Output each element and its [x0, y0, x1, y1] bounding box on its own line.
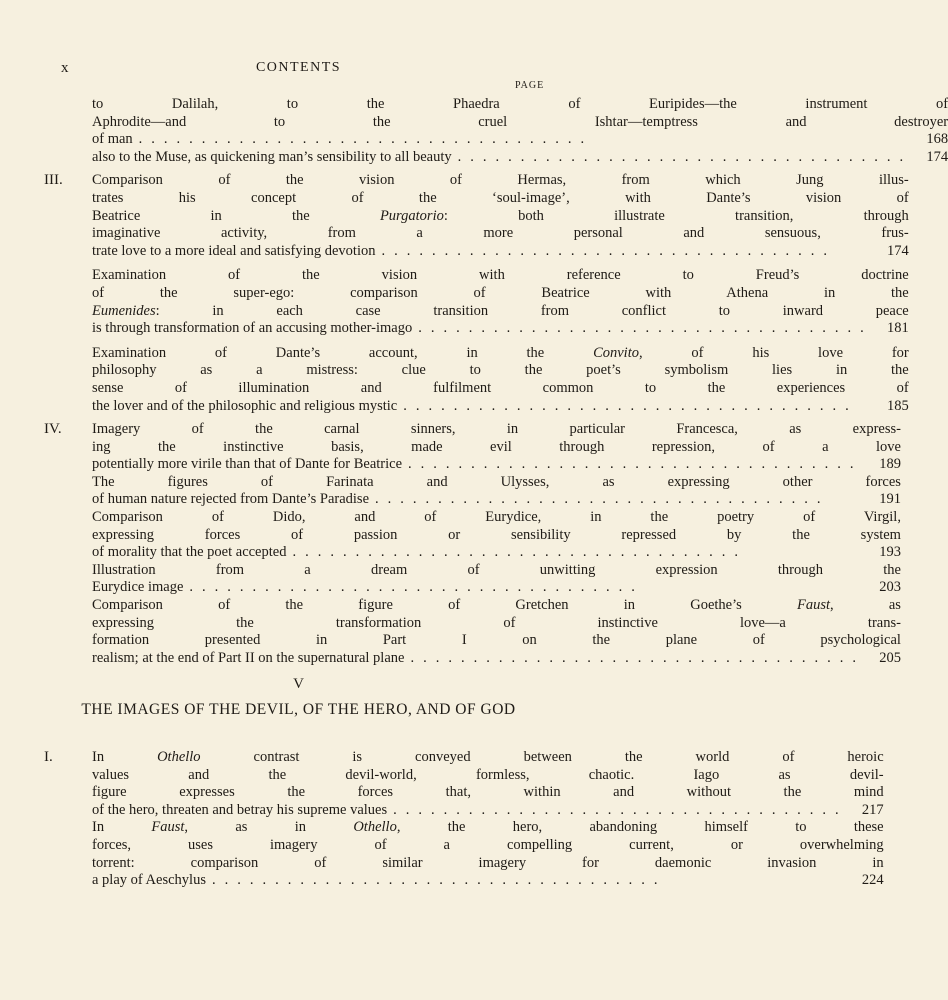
entry-text: [92, 172, 909, 415]
text-line: of morality that the poet accepted: [92, 544, 287, 561]
toc-entry: [44, 749, 884, 890]
toc-item-last-line: [92, 491, 901, 509]
text-line: expressing the transformation of instinctive love—a trans-: [92, 614, 901, 631]
dot-leader: ....................................: [457, 148, 913, 165]
page-column-label: PAGE: [515, 80, 545, 91]
toc-item-last-line: [92, 243, 909, 261]
toc-item: [92, 421, 901, 474]
text-line: to Dalilah, to the Phaedra of Euripides—the instrument of: [92, 96, 948, 112]
entry-number: I.: [44, 749, 53, 765]
section-title: THE IMAGES OF THE DEVIL, OF THE HERO, AND OF GOD: [81, 701, 516, 718]
toc-item: [92, 172, 909, 260]
section-number: V: [293, 676, 304, 692]
toc-item-last-line: [92, 802, 884, 820]
dot-leader: ....................................: [403, 397, 858, 414]
page-ref: 205: [879, 649, 901, 666]
dot-leader: ....................................: [292, 544, 747, 561]
toc-item: [92, 819, 884, 889]
text-line: also to the Muse, as quickening man’s sensibility to all beauty: [92, 148, 452, 165]
text-line: sense of illumination and fulfilment common to the experiences of: [92, 379, 909, 396]
toc-item-last-line: [92, 456, 901, 474]
dot-leader: ....................................: [138, 131, 594, 148]
page-ref: 217: [861, 801, 884, 818]
toc-item: [92, 562, 901, 597]
page-number: x: [61, 60, 69, 76]
text-line: Imagery of the carnal sinners, in particular Francesca, as express-: [92, 421, 901, 438]
dot-leader: ....................................: [381, 242, 836, 259]
text-line: In Faust, as in Othello, the hero, abandoning himself to these: [92, 819, 884, 836]
text-line: Comparison of the vision of Hermas, from which Jung illus-: [92, 172, 909, 189]
toc-item: [92, 267, 909, 337]
contents-list-section-v: [44, 749, 884, 896]
text-line: imaginative activity, from a more personal and sensuous, frus-: [92, 225, 909, 242]
toc-item: [92, 345, 909, 415]
text-line: values and the devil-world, formless, chaotic. Iago as devil-: [92, 766, 884, 783]
page-ref: 203: [879, 579, 901, 596]
text-line: Examination of the vision with reference to Freud’s doctrine: [92, 267, 909, 284]
dot-leader: ....................................: [211, 872, 667, 889]
dot-leader: ....................................: [410, 649, 865, 666]
entry-text: [92, 421, 901, 667]
text-line: expressing forces of passion or sensibility repressed by the system: [92, 526, 901, 543]
page-ref: 191: [879, 491, 901, 508]
dot-leader: ....................................: [393, 801, 848, 818]
entry-text: [92, 96, 948, 166]
toc-item-last-line: [92, 398, 909, 416]
entry-number: IV.: [44, 421, 62, 438]
dot-leader: ....................................: [418, 320, 873, 337]
toc-item: [92, 149, 948, 167]
dot-leader: ....................................: [375, 491, 830, 508]
contents-list: [44, 96, 948, 673]
entry-text: [92, 749, 884, 890]
toc-entry: [44, 421, 901, 667]
text-line: Eurydice image: [92, 579, 184, 596]
text-line: of the super-ego: comparison of Beatrice with Athena in the: [92, 284, 909, 301]
page-ref: 174: [926, 148, 948, 165]
text-line: a play of Aeschylus: [92, 872, 206, 889]
entry-number: [44, 96, 92, 166]
text-line: Aphrodite—and to the cruel Ishtar—temptress and destroyer: [92, 113, 948, 130]
dot-leader: ....................................: [408, 456, 863, 473]
toc-entry: [44, 96, 948, 166]
text-line: trate love to a more ideal and satisfying devotion: [92, 242, 376, 259]
toc-item-last-line: [92, 320, 909, 338]
entry-number: III.: [44, 172, 63, 189]
toc-item-last-line: [92, 131, 948, 149]
text-line: Comparison of the figure of Gretchen in Goethe’s Faust, as: [92, 597, 901, 614]
toc-item-last-line: [92, 544, 901, 562]
toc-item: [92, 96, 948, 149]
text-line: of human nature rejected from Dante’s Paradise: [92, 491, 370, 508]
text-line: ing the instinctive basis, made evil through repression, of a love: [92, 438, 901, 455]
toc-entry: [44, 172, 909, 415]
text-line: the lover and of the philosophic and religious mystic: [92, 397, 398, 414]
page-ref: 185: [887, 397, 909, 414]
page-ref: 189: [879, 456, 901, 473]
toc-item: [92, 597, 901, 667]
text-line: In Othello contrast is conveyed between the world of heroic: [92, 749, 884, 765]
page-ref: 174: [887, 242, 909, 259]
text-line: torrent: comparison of similar imagery for daemonic invasion in: [92, 854, 884, 871]
page-ref: 168: [926, 131, 948, 148]
text-line: figure expresses the forces that, within and without the mind: [92, 784, 884, 801]
running-title: CONTENTS: [255, 60, 342, 75]
toc-item-last-line: [92, 149, 948, 167]
text-line: is through transformation of an accusing mother-imago: [92, 320, 413, 337]
text-line: potentially more virile than that of Dante for Beatrice: [92, 456, 403, 473]
text-line: The figures of Farinata and Ulysses, as expressing other forces: [92, 473, 901, 490]
text-line: formation presented in Part I on the plane of psychological: [92, 632, 901, 649]
text-line: Beatrice in the Purgatorio: both illustrate transition, through: [92, 207, 909, 224]
toc-item-last-line: [92, 579, 901, 597]
toc-item: [92, 474, 901, 509]
text-line: realism; at the end of Part II on the supernatural plane: [92, 649, 405, 666]
text-line: Comparison of Dido, and of Eurydice, in the poetry of Virgil,: [92, 509, 901, 526]
text-line: forces, uses imagery of a compelling current, or overwhelming: [92, 836, 884, 853]
text-line: Illustration from a dream of unwitting expression through the: [92, 561, 901, 578]
page-ref: 193: [879, 544, 901, 561]
dot-leader: ....................................: [189, 579, 644, 596]
text-line: of the hero, threaten and betray his supreme values: [92, 801, 388, 818]
page-ref: 224: [861, 872, 884, 889]
toc-item-last-line: [92, 872, 884, 890]
text-line: trates his concept of the ‘soul-image’, with Dante’s vision of: [92, 189, 909, 206]
page-ref: 181: [887, 320, 909, 337]
text-line: of man: [92, 131, 133, 148]
text-line: Eumenides: in each case transition from conflict to inward peace: [92, 302, 909, 319]
toc-item: [92, 749, 884, 819]
text-line: Examination of Dante’s account, in the Convito, of his love for: [92, 344, 909, 361]
toc-item-last-line: [92, 650, 901, 668]
toc-item: [92, 509, 901, 562]
text-line: philosophy as a mistress: clue to the poet’s symbolism lies in the: [92, 362, 909, 379]
